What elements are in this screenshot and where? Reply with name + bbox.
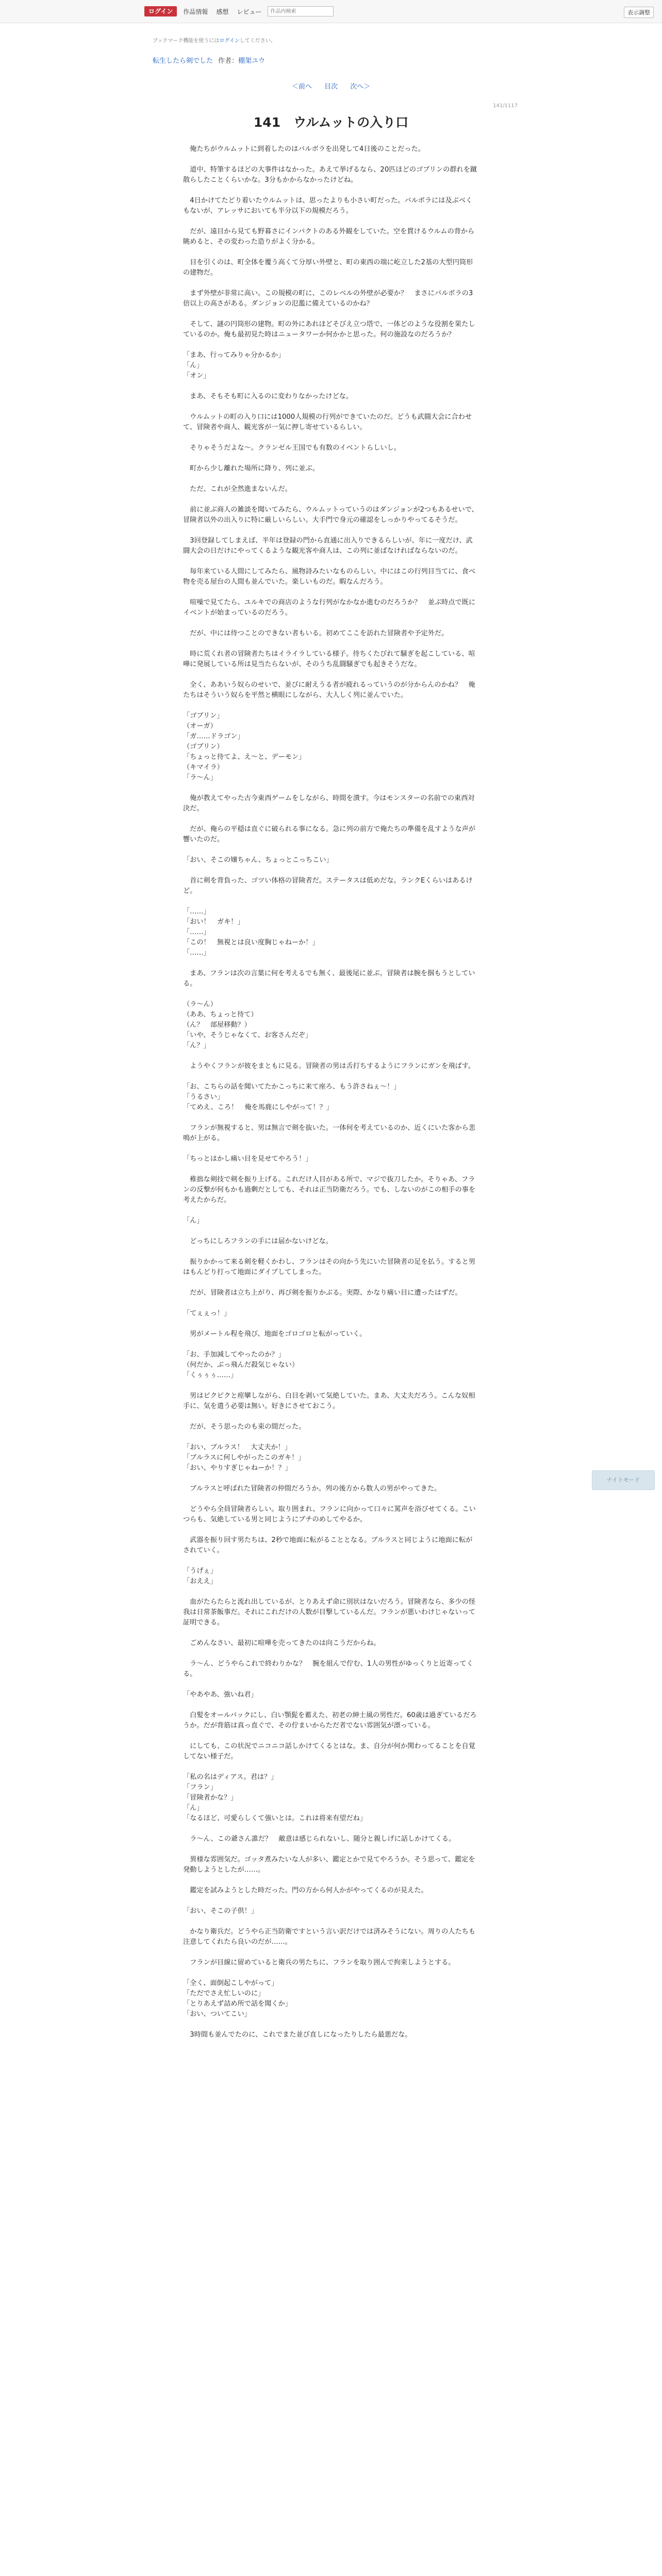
body-paragraph <box>183 155 479 165</box>
body-paragraph: 「ん？」 <box>183 1042 210 1049</box>
body-paragraph: 武器を振り回す男たちは、2秒で地面に転がることとなる。ブルラスと同じように地面に転がされていく。 <box>183 1536 473 1554</box>
body-paragraph <box>183 701 479 711</box>
body-paragraph <box>183 866 479 876</box>
body-paragraph: 「この！ 無視とは良い度胸じゃねーか！」 <box>183 939 319 946</box>
body-paragraph <box>183 1896 479 1906</box>
body-paragraph <box>183 1206 479 1216</box>
body-paragraph: 血がたらたらと流れ出しているが、とりあえず命に別状はないだろう。冒険者なら、多少の怪我は日常茶飯事だ。それにこれだけの人数が目撃しているんだ。フランが悪いわけじゃないって証明できる。 <box>183 1598 476 1626</box>
body-paragraph: （オーガ） <box>183 722 217 730</box>
body-paragraph: 「なるほど、可愛らしくて強いとは。これは将来有望だね」 <box>183 1815 367 1822</box>
body-paragraph: ごめんなさい、最初に喧嘩を売ってきたのは向こうだからね。 <box>183 1639 380 1647</box>
body-paragraph: 3時間も並んでたのに、これでまた並び直しになったりしたら最悪だな。 <box>183 2031 412 2039</box>
notice-suffix: してください。 <box>239 38 276 44</box>
body-paragraph <box>183 1556 479 1566</box>
toc-link[interactable]: 目次 <box>324 83 338 91</box>
body-paragraph: 「てぇぇっ！」 <box>183 1310 231 1317</box>
body-paragraph <box>183 185 479 196</box>
body-paragraph <box>183 495 479 505</box>
body-paragraph <box>183 556 479 567</box>
body-paragraph: 「冒険者かな？」 <box>183 1794 238 1802</box>
body-paragraph: だが、中には待つことのできない者もいる。初めてここを訪れた冒険者や予定外だ。 <box>183 630 449 637</box>
prev-link[interactable]: ＜前へ <box>291 83 312 91</box>
body-paragraph: ようやくフランが彼をまともに見る。冒険者の男は舌打ちするようにフランにガンを飛ばす。 <box>183 1062 475 1070</box>
body-paragraph: 稚拙な剣技で剣を振り上げる。これだけ人目がある所で、マジで抜刀したか。そりゃあ、フランの反撃が何もかも過剰だとしても、それは正当防衛だろう。でも、しないのがこの相手の事を考えたからだ。 <box>183 1176 476 1204</box>
body-paragraph <box>183 1432 479 1443</box>
top-bar <box>0 0 662 23</box>
body-paragraph <box>183 216 479 227</box>
body-paragraph <box>183 814 479 824</box>
body-paragraph: 「おええ」 <box>183 1578 217 1585</box>
body-paragraph: 「おい、そこの子供！」 <box>183 1907 258 1915</box>
body-paragraph <box>183 1298 479 1309</box>
body-paragraph: 喧噪で見てたら、ユルキでの商店のような行列がなかなか進むのだろうか？ 並ぶ時点で既にイベントが始まっているのだろう。 <box>183 599 476 617</box>
body-paragraph <box>183 1051 479 1061</box>
body-paragraph: 「おい、そこの嬢ちゃん、ちょっとこっちこい」 <box>183 856 333 864</box>
body-paragraph <box>183 1319 479 1329</box>
body-paragraph: 鑑定を試みようとした時だった。門の方から何人かがやってくるのが見えた。 <box>183 1887 428 1894</box>
body-paragraph: 「ただでさえ忙しいのに」 <box>183 1990 265 1997</box>
author-prefix: 作者： <box>218 57 239 65</box>
author-label <box>218 55 265 65</box>
body-paragraph: 「……」 <box>183 908 210 916</box>
body-paragraph: 「ゴブリン」 <box>183 712 224 720</box>
body-paragraph: 「おい、やりすぎじゃねーか！？」 <box>183 1464 292 1472</box>
body-paragraph: （ラ～ん） <box>183 1001 217 1008</box>
body-paragraph: 白髪をオールバックにし、白い顎髭を蓄えた、初老の紳士風の男性だ。60歳は過ぎているだろうか。だが背筋は真っ直ぐで、その佇まいからただ者でない雰囲気が漂っている。 <box>183 1711 477 1730</box>
body-paragraph: （ん？ 部屋移動？） <box>183 1021 251 1029</box>
body-paragraph: だが、冒険者は立ち上がり、再び剣を振りかぶる。実際、かなり痛い目に遭ったはずだ。 <box>183 1289 462 1297</box>
body-paragraph: 「……」 <box>183 949 210 957</box>
body-paragraph <box>183 1680 479 1690</box>
body-paragraph: 「ん」 <box>183 1217 204 1225</box>
body-paragraph <box>183 1164 479 1175</box>
body-paragraph: にしても、この状況でニコニコ話しかけてくるとはな。ま、自分が何か関わってることを自覚してない様子だ。 <box>183 1742 475 1760</box>
body-paragraph <box>183 587 479 598</box>
body-paragraph <box>183 1381 479 1391</box>
body-paragraph: だが、俺らの平穏は直ぐに破られる事になる。急に列の前方で俺たちの準備を乱すような声が響いたのだ。 <box>183 825 476 843</box>
body-paragraph: 「おい！ ガキ！」 <box>183 918 244 926</box>
body-paragraph <box>183 1278 479 1288</box>
body-paragraph: 俺が教えてやった古今東西ゲームをしながら、時間を潰す。今はモンスターの名前での東西対決だ。 <box>183 794 475 812</box>
body-paragraph: 異様な雰囲気だ。ゴッタ煮みたいな人が多い、鑑定とかで見てやろうか。そう思って、鑑定を発動しようとしたが……。 <box>183 1856 475 1874</box>
body-paragraph: ウルムットの町の入り口には1000人規模の行列ができていたのだ。どうも武闘大会に合わせて、冒険者や商人、観光客が一気に押し寄せているらしい。 <box>183 413 472 431</box>
body-paragraph: 「てめえ、ころ！ 俺を馬鹿にしやがって！？」 <box>183 1104 333 1111</box>
body-paragraph <box>183 1968 479 1978</box>
body-paragraph: 3回登録してしまえば、半年は登録の門から直通に出入りできるらしいが、年に一度だけ、武闘大会の日だけにやってくるような観光客や商人は、この列に並ばなければならないのだ。 <box>183 537 473 555</box>
body-paragraph: 町から少し離れた場所に降り、列に並ぶ。 <box>183 465 320 472</box>
body-paragraph: 全く、ああいう奴らのせいで、並びに耐えうる者が疲れるっていうのが分からんのかね？ 俺たちはそういう奴らを平然と横眼にしながら、大人しく列に並んでいた。 <box>183 681 475 699</box>
body-paragraph: （ああ、ちょっと待て） <box>183 1011 258 1019</box>
body-paragraph <box>183 1113 479 1123</box>
body-paragraph: だが、そう思ったのも束の間だった。 <box>183 1423 306 1431</box>
body-paragraph: ラ～ん、どうやらこれで終わりかな？ 腕を組んで佇む、1人の男性がゆっくりと近寄ってくる。 <box>183 1660 473 1678</box>
body-paragraph: まあ、そもそも町に入るのに変わりなかったけどな。 <box>183 393 353 400</box>
body-paragraph: 「……」 <box>183 928 210 936</box>
nav-work-info[interactable]: 作品情報 <box>183 8 208 15</box>
next-link[interactable]: 次へ＞ <box>350 83 371 91</box>
body-paragraph: 毎年来ている人間にしてみたら、風物詩みたいなものらしい。中にはこの行列目当てに、食べ物を売る屋台の人間も並んでいた。楽しいものだ。暇なんだろう。 <box>183 568 476 586</box>
body-paragraph <box>183 381 479 392</box>
body-paragraph: 「全く、面倒起こしやがって」 <box>183 1979 278 1987</box>
body-paragraph <box>183 1731 479 1741</box>
body-paragraph: 「ん」 <box>183 362 204 369</box>
body-paragraph: そして、謎の円筒形の建物。町の外にあれほどそびえ立つ塔で、一体どのような役割を果たしているのか。俺も最初見た時はニュータワーか何かかと思った。何の施設なのだろうか？ <box>183 320 475 338</box>
body-paragraph <box>183 1247 479 1257</box>
body-paragraph: 首に剣を背負った、ゴツい体格の冒険者だ。ステータスは低めだな。ランクEくらいはあるけど。 <box>183 877 473 895</box>
body-paragraph <box>183 1700 479 1710</box>
body-paragraph: 「おい、ついてこい」 <box>183 2010 251 2018</box>
notice-login-link[interactable]: ログイン <box>219 38 240 44</box>
body-paragraph: 前に並ぶ商人の雑談を聞いてみたら、ウルムットっていうのはダンジョンが2つもあるせいで、冒険者以外の出入りに特に厳しいらしい。大手門で身元の確認をしっかりやってるそうだ。 <box>183 506 478 524</box>
body-paragraph <box>183 1917 479 1927</box>
body-paragraph: 男はピクピクと痙攣しながら、白目を剥いて気絶していた。まあ、大丈夫だろう。こんな奴相手に、気を遣う必要は無い。好きにさせておこう。 <box>183 1392 475 1410</box>
body-paragraph <box>183 1072 479 1082</box>
body-paragraph: 「お、手加減してやったのか？」 <box>183 1351 285 1359</box>
body-paragraph <box>183 1525 479 1535</box>
body-paragraph <box>183 1762 479 1772</box>
body-paragraph: 時に荒くれ者の冒険者たちはイライラしている様子。待ちくたびれて騒ぎを起こしている、喧嘩に発展している所は見当たらないが、そのうち乱闘騒ぎでも起きそうだな。 <box>183 650 475 668</box>
body-paragraph: だが、遠目から見ても野暮さにインパクトのある外観をしていた。空を貫けるウルムの背から眺めると、その変わった造りがよく分かる。 <box>183 228 475 246</box>
body-paragraph <box>183 1412 479 1422</box>
body-paragraph <box>183 474 479 484</box>
breadcrumb <box>153 55 265 65</box>
body-paragraph: ラ～ん、この爺さん誰だ？ 敵意は感じられないし、随分と親しげに話しかけてくる。 <box>183 1835 456 1843</box>
body-paragraph: 「オン」 <box>183 372 210 380</box>
body-paragraph: 「ガ……ドラゴン」 <box>183 733 244 740</box>
nav-reviews[interactable]: レビュー <box>237 8 262 15</box>
body-paragraph: （キマイラ） <box>183 764 224 771</box>
body-paragraph: どっちにしろフランの手には届かないけどな。 <box>183 1238 333 1245</box>
body-paragraph: 「お、こちらの話を聞いてたかこっちに来て座ろ、もう許さねぇ～！」 <box>183 1083 401 1091</box>
body-paragraph <box>183 618 479 629</box>
body-paragraph: （何だか、ぶっ飛んだ殺気じゃない） <box>183 1361 299 1369</box>
body-paragraph: 「ラ～ん」 <box>183 774 217 782</box>
body-paragraph: 「ん」 <box>183 1804 204 1812</box>
body-paragraph <box>183 2020 479 2030</box>
episode-number: 141/1117 <box>493 103 518 109</box>
search-input[interactable] <box>268 6 334 16</box>
body-paragraph <box>183 526 479 536</box>
body-paragraph <box>183 845 479 855</box>
body-paragraph <box>183 278 479 289</box>
body-paragraph <box>183 1628 479 1638</box>
body-paragraph <box>183 1649 479 1659</box>
body-paragraph: フランが無視すると、男は無言で剣を抜いた。一体何を考えているのか、近くにいた客から悲鳴が上がる。 <box>183 1124 476 1142</box>
body-paragraph: 「フラン」 <box>183 1784 217 1791</box>
body-paragraph: まあ、フランは次の言葉に何を考えるでも無く、最後尾に並ぶ。冒険者は腕を掴もうとしている。 <box>183 970 475 988</box>
top-nav <box>144 4 334 19</box>
body-paragraph: そりゃそうだよな～。クランゼル王国でも有数のイベントらしいし。 <box>183 444 401 452</box>
night-mode-button[interactable]: ナイトモード <box>592 1470 655 1490</box>
body-paragraph: まず外壁が非常に高い。この規模の町に、このレベルの外壁が必要か？ まさにバルボラの3倍以上の高さがある。ダンジョンの氾濫に備えているのかね？ <box>183 290 473 308</box>
novel-body <box>183 144 479 2040</box>
body-paragraph <box>183 433 479 443</box>
body-paragraph: 「ブルラスに何しやがったこのガキ！」 <box>183 1454 305 1462</box>
body-paragraph: 振りかかって来る剣を軽くかわし、フランはその向かう先にいた冒険者の足を払う。すると男はもんどり打って地面にダイブしてしまった。 <box>183 1258 476 1276</box>
body-paragraph: （ゴブリン） <box>183 743 224 751</box>
body-paragraph <box>183 1494 479 1504</box>
body-paragraph: かなり衛兵だ。どうやら正当防衛ですという言い訳だけでは済みそうにない。周りの人たちも注意してくれたら良いのだが……。 <box>183 1928 476 1946</box>
body-paragraph: 「まあ、行ってみりゃ分かるか」 <box>183 351 285 359</box>
body-paragraph <box>183 958 479 969</box>
body-paragraph: 目を引くのは、町全体を覆う高くて分厚い外壁と、町の東西の端に屹立した2基の大型円筒形の建物だ。 <box>183 259 473 277</box>
body-paragraph <box>183 1947 479 1958</box>
display-settings-button[interactable]: 表示調整 <box>624 7 654 18</box>
body-paragraph: 4日かけてたどり着いたウルムットは、思ったよりも小さい町だった。バルボラには及ぶべくもないが、アレッサにおいても半分以下の規模だろう。 <box>183 197 473 215</box>
body-paragraph <box>183 783 479 793</box>
body-paragraph: 「くぅぅぅ……」 <box>183 1371 238 1379</box>
body-paragraph: 「うるさい」 <box>183 1093 224 1101</box>
body-paragraph: どうやら全員冒険者らしい。取り囲まれ、フランに向かって口々に罵声を浴びせてくる。こいつらも、気絶している男と同じようにブチのめしてやるか。 <box>183 1505 476 1523</box>
notice-prefix: ブックマーク機能を使うには <box>153 38 220 44</box>
body-paragraph: 「ちょっと待てよ、え～と、デーモン」 <box>183 753 306 761</box>
body-paragraph: 「おい、ブルラス！ 大丈夫か！」 <box>183 1444 292 1451</box>
body-paragraph: ただ、これが全然進まないんだ。 <box>183 485 292 493</box>
body-paragraph <box>183 1340 479 1350</box>
body-paragraph <box>183 1587 479 1597</box>
body-paragraph <box>183 1473 479 1484</box>
body-paragraph: フランが目線に留めていると衛兵の男たちに、フランを取り囲んで拘束しようとする。 <box>183 1959 455 1967</box>
body-paragraph <box>183 1875 479 1886</box>
body-paragraph: 「ちっとはかし痛い目を見せてやろう！」 <box>183 1155 312 1163</box>
body-paragraph <box>183 896 479 907</box>
body-paragraph: 「うげぇ」 <box>183 1567 217 1575</box>
body-paragraph <box>183 247 479 258</box>
body-paragraph <box>183 989 479 999</box>
body-paragraph: 「やあやあ、強いね君」 <box>183 1691 258 1699</box>
body-paragraph: 「いや、そうじゃなくて、お客さんだぞ」 <box>183 1031 312 1039</box>
body-paragraph: 「とりあえず詰め所で話を聞くか」 <box>183 2000 292 2008</box>
body-paragraph: 俺たちがウルムットに到着したのはバルボラを出発して4日後のことだった。 <box>183 145 425 153</box>
body-paragraph <box>183 1144 479 1154</box>
login-button[interactable]: ログイン <box>144 6 177 16</box>
episode-title: 141 ウルムットの入り口 <box>253 115 409 130</box>
nav-impressions[interactable]: 感想 <box>216 8 229 15</box>
series-title-link[interactable]: 転生したら剣でした <box>153 57 213 65</box>
body-paragraph <box>183 309 479 319</box>
body-paragraph <box>183 670 479 680</box>
bookmark-notice <box>153 36 276 44</box>
body-paragraph <box>183 1226 479 1236</box>
body-paragraph <box>183 340 479 350</box>
body-paragraph: 道中、特筆するほどの大事件はなかった。あえて挙げるなら、20匹ほどのゴブリンの群れを蹴散らしたことくらいかな。3分もかからなかったけどね。 <box>183 166 477 184</box>
author-link[interactable]: 棚架ユウ <box>238 57 266 65</box>
body-paragraph: 「私の名はディアス。君は？」 <box>183 1773 278 1781</box>
body-paragraph <box>183 453 479 464</box>
body-paragraph <box>183 639 479 649</box>
body-paragraph <box>183 1824 479 1834</box>
episode-pager <box>0 81 662 91</box>
body-paragraph <box>183 1844 479 1855</box>
body-paragraph: ブルラスと呼ばれた冒険者の仲間だろうか。列の後方から数人の男がやってきた。 <box>183 1485 441 1493</box>
body-paragraph: 男がメートル程を飛び、地面をゴロゴロと転がっていく。 <box>183 1330 367 1338</box>
body-paragraph <box>183 402 479 412</box>
